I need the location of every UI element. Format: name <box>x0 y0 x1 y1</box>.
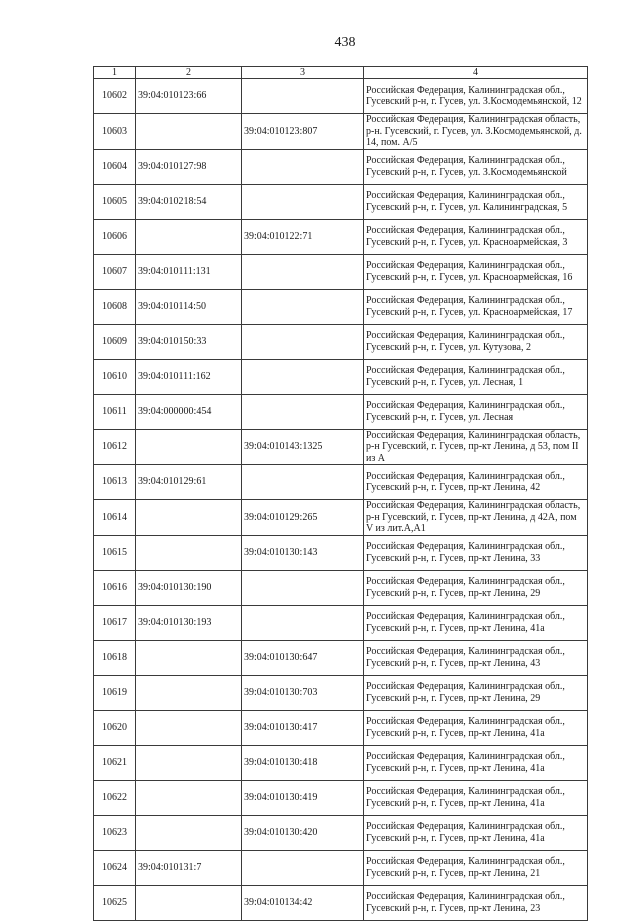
table-row <box>94 219 588 254</box>
table-row <box>94 745 588 780</box>
cadastral-number-cell <box>136 745 242 780</box>
table-row <box>94 605 588 640</box>
table-row <box>94 850 588 885</box>
cadastral-number-cell <box>136 815 242 850</box>
row-number-cell: 10605 <box>94 184 136 219</box>
table-row <box>94 289 588 324</box>
registry-table <box>93 66 588 921</box>
cadastral-number-cell: 39:04:010127:98 <box>136 149 242 184</box>
table-row <box>94 429 588 465</box>
address-cell: Российская Федерация, Калининградская обл., Гусевский р-н, г. Гусев, пр-кт Ленина, 33 <box>364 535 588 570</box>
address-cell: Российская Федерация, Калининградская область, р-н Гусевский, г. Гусев, пр-кт Ленина, д 53, пом II из А <box>364 429 588 465</box>
cadastral-number-cell <box>136 535 242 570</box>
row-number-cell: 10606 <box>94 219 136 254</box>
address-cell: Российская Федерация, Калининградская обл., Гусевский р-н, г. Гусев, ул. Кутузова, 2 <box>364 324 588 359</box>
address-cell: Российская Федерация, Калининградская область, р-н Гусевский, г. Гусев, пр-кт Ленина, д 42А, пом V из лит.А,А1 <box>364 500 588 536</box>
address-cell: Российская Федерация, Калининградская обл., Гусевский р-н, г. Гусев, пр-кт Ленина, 21 <box>364 850 588 885</box>
page-number: 438 <box>334 35 356 50</box>
address-cell: Российская Федерация, Калининградская обл., Гусевский р-н, г. Гусев, ул. Красноармейская, 16 <box>364 254 588 289</box>
row-number-cell: 10617 <box>94 605 136 640</box>
address-cell: Российская Федерация, Калининградская обл., Гусевский р-н, г. Гусев, пр-кт Ленина, 41а <box>364 605 588 640</box>
cadastral-number-cell: 39:04:010218:54 <box>136 184 242 219</box>
row-number-cell: 10625 <box>94 885 136 920</box>
cadastral-number-cell <box>136 885 242 920</box>
cadastral-number-cell: 39:04:010114:50 <box>136 289 242 324</box>
address-cell: Российская Федерация, Калининградская обл., Гусевский р-н, г. Гусев, пр-кт Ленина, 41а <box>364 710 588 745</box>
row-number-cell: 10602 <box>94 79 136 114</box>
cadastral-number-cell: 39:04:010131:7 <box>136 850 242 885</box>
row-number-cell: 10603 <box>94 114 136 150</box>
address-cell: Российская Федерация, Калининградская обл., Гусевский р-н, г. Гусев, пр-кт Ленина, 23 <box>364 885 588 920</box>
row-number-cell: 10614 <box>94 500 136 536</box>
address-cell: Российская Федерация, Калининградская обл., Гусевский р-н, г. Гусев, пр-кт Ленина, 43 <box>364 640 588 675</box>
table-row <box>94 149 588 184</box>
cadastral-number-premises-cell: 39:04:010130:703 <box>242 675 364 710</box>
cadastral-number-cell: 39:04:010129:61 <box>136 465 242 500</box>
cadastral-number-premises-cell: 39:04:010122:71 <box>242 219 364 254</box>
table-header-row <box>94 67 588 79</box>
cadastral-number-premises-cell: 39:04:010130:647 <box>242 640 364 675</box>
table-row <box>94 114 588 150</box>
row-number-cell: 10615 <box>94 535 136 570</box>
table-row <box>94 394 588 429</box>
cadastral-number-premises-cell <box>242 289 364 324</box>
row-number-cell: 10604 <box>94 149 136 184</box>
row-number-cell: 10609 <box>94 324 136 359</box>
address-cell: Российская Федерация, Калининградская обл., Гусевский р-н, г. Гусев, ул. Красноармейская, 17 <box>364 289 588 324</box>
address-cell: Российская Федерация, Калининградская обл., Гусевский р-н, г. Гусев, пр-кт Ленина, 42 <box>364 465 588 500</box>
address-cell: Российская Федерация, Калининградская обл., Гусевский р-н, г. Гусев, пр-кт Ленина, 29 <box>364 675 588 710</box>
cadastral-number-premises-cell <box>242 254 364 289</box>
row-number-cell: 10621 <box>94 745 136 780</box>
table-row <box>94 675 588 710</box>
row-number-cell: 10623 <box>94 815 136 850</box>
cadastral-number-cell: 39:04:010130:190 <box>136 570 242 605</box>
table-row <box>94 885 588 920</box>
address-cell: Российская Федерация, Калининградская обл., Гусевский р-н, г. Гусев, пр-кт Ленина, 41а <box>364 745 588 780</box>
address-cell: Российская Федерация, Калининградская обл., Гусевский р-н, г. Гусев, ул. Красноармейская, 3 <box>364 219 588 254</box>
row-number-cell: 10608 <box>94 289 136 324</box>
cadastral-number-cell: 39:04:010111:162 <box>136 359 242 394</box>
table-row <box>94 535 588 570</box>
cadastral-number-cell <box>136 114 242 150</box>
cadastral-number-cell <box>136 429 242 465</box>
cadastral-number-premises-cell <box>242 570 364 605</box>
address-cell: Российская Федерация, Калининградская обл., Гусевский р-н, г. Гусев, пр-кт Ленина, 29 <box>364 570 588 605</box>
row-number-cell: 10624 <box>94 850 136 885</box>
cadastral-number-premises-cell: 39:04:010129:265 <box>242 500 364 536</box>
table-row <box>94 184 588 219</box>
row-number-cell: 10612 <box>94 429 136 465</box>
row-number-cell: 10613 <box>94 465 136 500</box>
cadastral-number-premises-cell <box>242 394 364 429</box>
table-body <box>94 79 588 921</box>
cadastral-number-premises-cell <box>242 149 364 184</box>
table-row <box>94 815 588 850</box>
address-cell: Российская Федерация, Калининградская обл., Гусевский р-н, г. Гусев, пр-кт Ленина, 41а <box>364 815 588 850</box>
cadastral-number-premises-cell <box>242 850 364 885</box>
address-cell: Российская Федерация, Калининградская область, р-н. Гусевский, г. Гусев, ул. З.Космодемьянской, д. 14, пом. А/5 <box>364 114 588 150</box>
row-number-cell: 10610 <box>94 359 136 394</box>
cadastral-number-cell: 39:04:010123:66 <box>136 79 242 114</box>
cadastral-number-premises-cell <box>242 605 364 640</box>
row-number-cell: 10620 <box>94 710 136 745</box>
row-number-cell: 10607 <box>94 254 136 289</box>
cadastral-number-premises-cell: 39:04:010130:420 <box>242 815 364 850</box>
cadastral-number-cell: 39:04:010111:131 <box>136 254 242 289</box>
cadastral-number-premises-cell <box>242 184 364 219</box>
cadastral-number-premises-cell: 39:04:010143:1325 <box>242 429 364 465</box>
address-cell: Российская Федерация, Калининградская обл., Гусевский р-н, г. Гусев, ул. Калининградская, 5 <box>364 184 588 219</box>
cadastral-number-premises-cell: 39:04:010123:807 <box>242 114 364 150</box>
cadastral-number-cell <box>136 219 242 254</box>
address-cell: Российская Федерация, Калининградская обл., Гусевский р-н, г. Гусев, ул. З.Космодемьянской, 12 <box>364 79 588 114</box>
table-row <box>94 254 588 289</box>
table-row <box>94 324 588 359</box>
cadastral-number-cell <box>136 640 242 675</box>
table-row <box>94 500 588 536</box>
table-row <box>94 359 588 394</box>
column-header-2: 2 <box>136 67 242 79</box>
column-header-4: 4 <box>364 67 588 79</box>
cadastral-number-cell <box>136 710 242 745</box>
cadastral-number-premises-cell <box>242 324 364 359</box>
cadastral-number-cell <box>136 500 242 536</box>
registry-table-container <box>93 66 588 921</box>
row-number-cell: 10616 <box>94 570 136 605</box>
cadastral-number-premises-cell <box>242 465 364 500</box>
table-row <box>94 640 588 675</box>
row-number-cell: 10618 <box>94 640 136 675</box>
table-row <box>94 710 588 745</box>
row-number-cell: 10619 <box>94 675 136 710</box>
cadastral-number-premises-cell <box>242 359 364 394</box>
address-cell: Российская Федерация, Калининградская обл., Гусевский р-н, г. Гусев, ул. Лесная <box>364 394 588 429</box>
cadastral-number-cell: 39:04:000000:454 <box>136 394 242 429</box>
cadastral-number-premises-cell: 39:04:010130:417 <box>242 710 364 745</box>
cadastral-number-cell: 39:04:010150:33 <box>136 324 242 359</box>
table-header <box>94 67 588 79</box>
cadastral-number-premises-cell <box>242 79 364 114</box>
table-row <box>94 780 588 815</box>
cadastral-number-premises-cell: 39:04:010130:418 <box>242 745 364 780</box>
cadastral-number-premises-cell: 39:04:010130:143 <box>242 535 364 570</box>
table-row <box>94 465 588 500</box>
address-cell: Российская Федерация, Калининградская обл., Гусевский р-н, г. Гусев, ул. Лесная, 1 <box>364 359 588 394</box>
cadastral-number-cell: 39:04:010130:193 <box>136 605 242 640</box>
cadastral-number-cell <box>136 675 242 710</box>
table-row <box>94 79 588 114</box>
row-number-cell: 10611 <box>94 394 136 429</box>
address-cell: Российская Федерация, Калининградская обл., Гусевский р-н, г. Гусев, пр-кт Ленина, 41а <box>364 780 588 815</box>
cadastral-number-cell <box>136 780 242 815</box>
cadastral-number-premises-cell: 39:04:010134:42 <box>242 885 364 920</box>
address-cell: Российская Федерация, Калининградская обл., Гусевский р-н, г. Гусев, ул. З.Космодемьянской <box>364 149 588 184</box>
column-header-3: 3 <box>242 67 364 79</box>
column-header-1: 1 <box>94 67 136 79</box>
cadastral-number-premises-cell: 39:04:010130:419 <box>242 780 364 815</box>
row-number-cell: 10622 <box>94 780 136 815</box>
table-row <box>94 570 588 605</box>
